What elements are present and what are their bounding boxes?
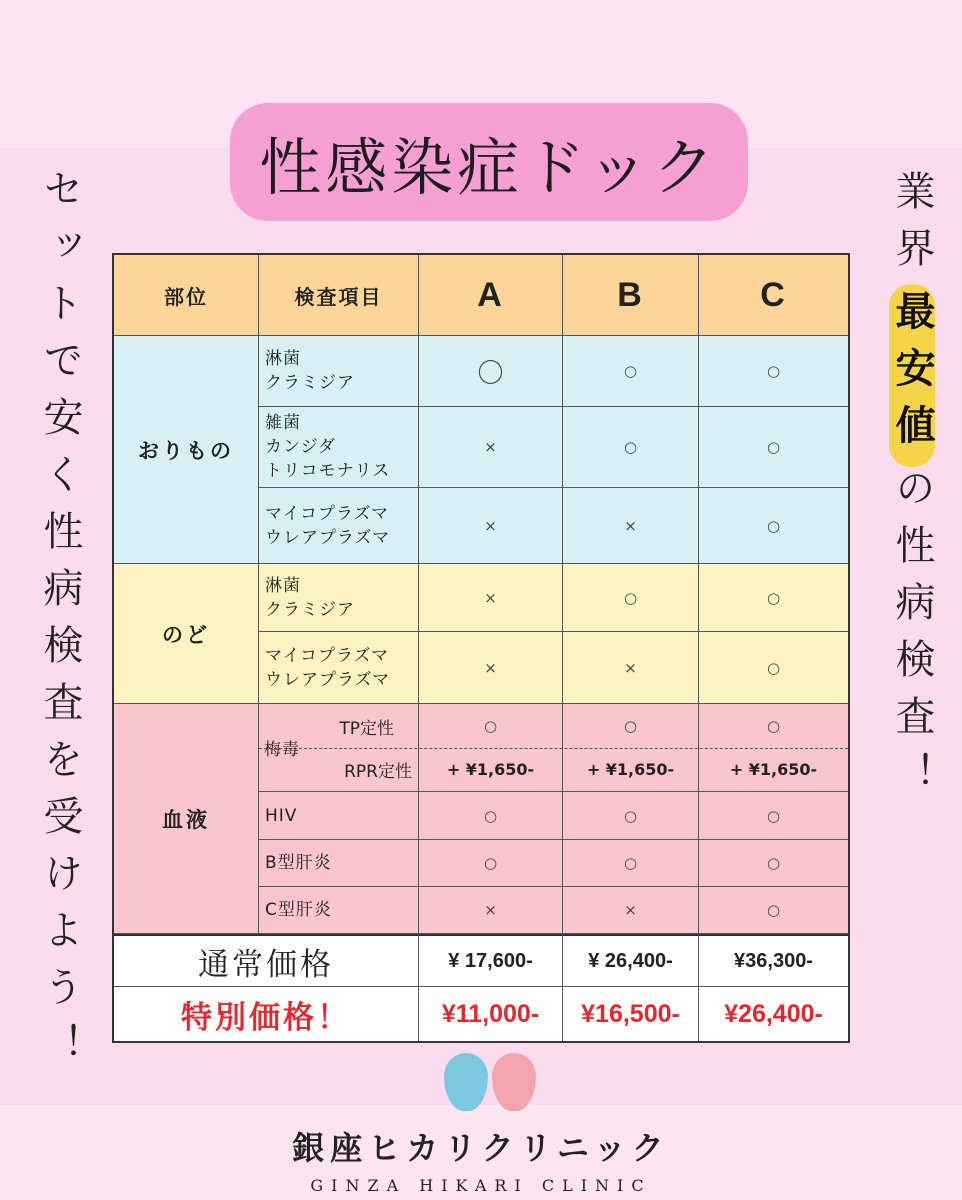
header-plan-a: A <box>419 255 563 336</box>
clinic-name-en: GINZA HIKARI CLINIC <box>310 1176 652 1195</box>
plan-c-mark: ○ <box>699 407 848 488</box>
tp-label: TP定性 <box>259 704 419 748</box>
plan-a-mark: 〇 <box>419 336 563 407</box>
plan-c-mark: ○ <box>699 336 848 407</box>
plan-a-mark: × <box>419 887 563 934</box>
plan-c-mark: ○ <box>699 704 848 748</box>
plan-a-mark: ○ <box>419 840 563 887</box>
plan-b-mark: × <box>563 488 699 564</box>
header-plan-c: C <box>699 255 848 336</box>
plan-b-mark: ○ <box>563 704 699 748</box>
plan-c-mark: ○ <box>699 840 848 887</box>
test-items-cell: 淋菌 クラミジア <box>259 564 419 632</box>
plan-a-mark: × <box>419 564 563 632</box>
area-throat: のど <box>114 564 259 704</box>
page-title: 性感染症ドック <box>230 103 748 221</box>
plan-c-mark: ○ <box>699 887 848 934</box>
header-area: 部位 <box>114 255 259 336</box>
plan-b-mark: ○ <box>563 840 699 887</box>
plan-b-mark: × <box>563 632 699 704</box>
logo-left-drop-icon <box>444 1053 488 1111</box>
hepatitis-b-label: B型肝炎 <box>259 840 419 887</box>
plan-c-mark: ○ <box>699 564 848 632</box>
plan-b-rpr-price: + ¥1,650- <box>563 748 699 792</box>
plan-b-mark: ○ <box>563 407 699 488</box>
right-tagline-post: の性病検査！ <box>889 467 935 809</box>
plan-a-mark: × <box>419 488 563 564</box>
plan-b-mark: ○ <box>563 564 699 632</box>
plan-a-mark: ○ <box>419 792 563 840</box>
right-tagline <box>884 170 941 809</box>
clinic-name-jp: 銀座ヒカリクリニック <box>292 1129 670 1167</box>
plan-a-mark: × <box>419 632 563 704</box>
plan-c-mark: ○ <box>699 792 848 840</box>
area-vaginal: おりもの <box>114 336 259 564</box>
plan-c-rpr-price: + ¥1,650- <box>699 748 848 792</box>
plan-a-mark: ○ <box>419 704 563 748</box>
test-items-cell: マイコプラズマ ウレアプラズマ <box>259 488 419 564</box>
plan-b-mark: ○ <box>563 336 699 407</box>
test-items-cell: 雑菌 カンジダ トリコモナリス <box>259 407 419 488</box>
plan-a-rpr-price: + ¥1,650- <box>419 748 563 792</box>
logo-right-drop-icon <box>492 1053 536 1111</box>
syphilis-divider <box>259 748 848 749</box>
price-table <box>112 253 850 1043</box>
header-items: 検査項目 <box>259 255 419 336</box>
hepatitis-c-label: C型肝炎 <box>259 887 419 934</box>
normal-price-b: ¥ 26,400- <box>563 934 699 987</box>
test-items-cell: 淋菌 クラミジア <box>259 336 419 407</box>
normal-price-label: 通常価格 <box>114 934 419 987</box>
left-tagline: セットで安く性病検査を受けよう！ <box>37 168 83 1080</box>
right-tagline-pre: 業界 <box>889 170 935 284</box>
normal-price-a: ¥ 17,600- <box>419 934 563 987</box>
syphilis-label: 梅毒 <box>264 740 300 760</box>
area-blood: 血液 <box>114 704 259 934</box>
plan-b-mark: × <box>563 887 699 934</box>
plan-b-mark: ○ <box>563 792 699 840</box>
plan-c-mark: ○ <box>699 632 848 704</box>
test-items-cell: マイコプラズマ ウレアプラズマ <box>259 632 419 704</box>
plan-c-mark: ○ <box>699 488 848 564</box>
lowest-price-highlight: 最安値 <box>889 284 935 467</box>
plan-a-mark: × <box>419 407 563 488</box>
special-price-a: ¥11,000- <box>419 987 563 1041</box>
header-plan-b: B <box>563 255 699 336</box>
special-price-b: ¥16,500- <box>563 987 699 1041</box>
special-price-label: 特別価格！ <box>114 987 419 1041</box>
hiv-label: HIV <box>259 792 419 840</box>
special-price-c: ¥26,400- <box>699 987 848 1041</box>
normal-price-c: ¥36,300- <box>699 934 848 987</box>
rpr-label: RPR定性 <box>259 748 419 792</box>
